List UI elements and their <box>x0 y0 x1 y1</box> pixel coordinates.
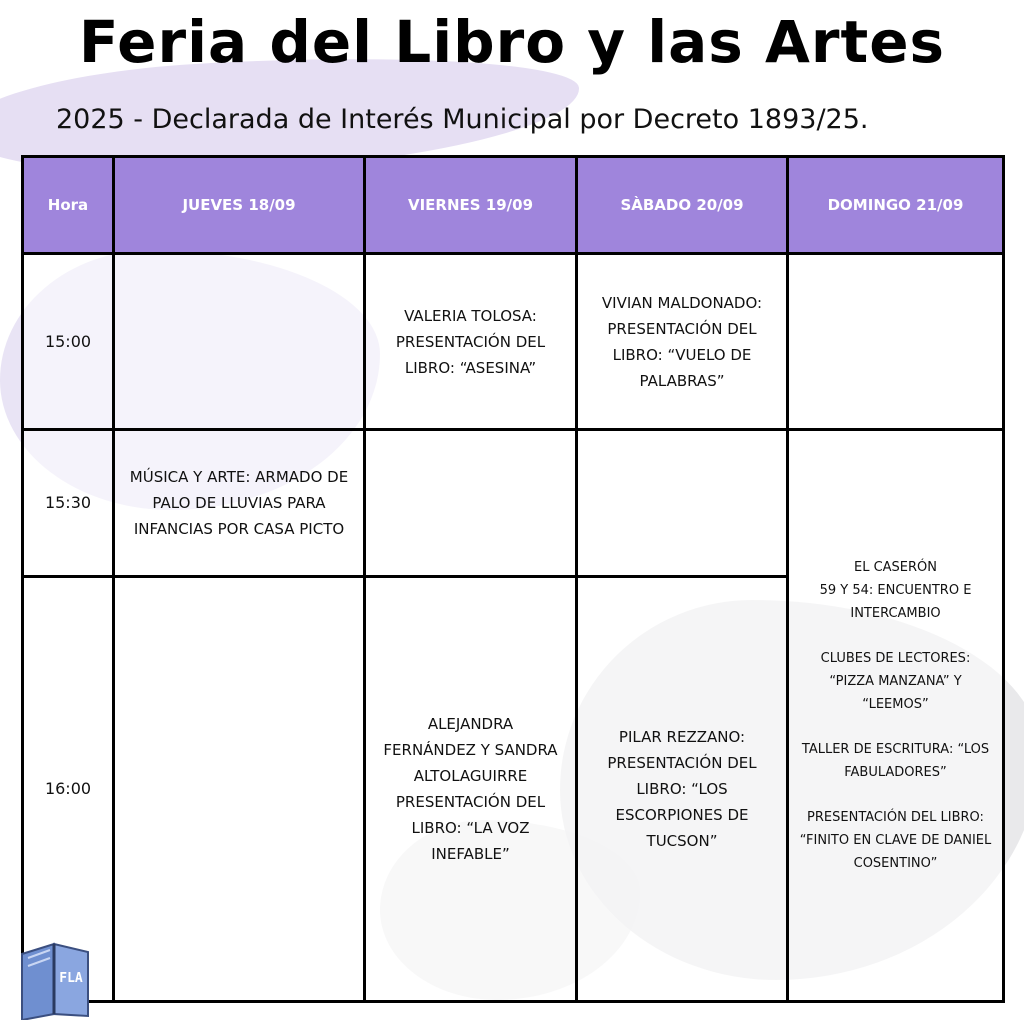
table-header-row <box>23 157 1004 254</box>
event-cell <box>365 430 577 577</box>
column-header-sunday: DOMINGO 21/09 <box>788 157 1004 254</box>
page-title: Feria del Libro y las Artes <box>78 8 946 76</box>
column-header-thursday: JUEVES 18/09 <box>114 157 365 254</box>
sunday-event: CLUBES DE LECTORES: “PIZZA MANZANA” Y “LEEMOS” <box>820 651 971 712</box>
schedule-table <box>21 155 1005 1003</box>
sunday-event: EL CASERÓN 59 Y 54: ENCUENTRO E INTERCAMBIO <box>819 560 972 621</box>
logo-text: FLA <box>59 971 83 986</box>
sunday-event-block <box>788 430 1004 1002</box>
event-cell <box>788 254 1004 430</box>
sunday-event: TALLER DE ESCRITURA: “LOS FABULADORES” <box>801 742 990 780</box>
event-cell: MÚSICA Y ARTE: ARMADO DE PALO DE LLUVIAS PARA INFANCIAS POR CASA PICTO <box>114 430 365 577</box>
time-cell: 16:00 <box>23 577 114 1002</box>
event-cell <box>577 430 788 577</box>
page-subtitle: 2025 - Declarada de Interés Municipal por Decreto 1893/25. <box>56 104 869 135</box>
book-icon <box>14 934 94 1020</box>
sunday-event: PRESENTACIÓN DEL LIBRO: “FINITO EN CLAVE DE DANIEL COSENTINO” <box>799 810 992 871</box>
event-cell <box>114 254 365 430</box>
event-cell <box>114 577 365 1002</box>
event-cell: VALERIA TOLOSA: PRESENTACIÓN DEL LIBRO: “ASESINA” <box>365 254 577 430</box>
event-cell: ALEJANDRA FERNÁNDEZ Y SANDRA ALTOLAGUIRRE PRESENTACIÓN DEL LIBRO: “LA VOZ INEFABLE” <box>365 577 577 1002</box>
table-row <box>23 430 1004 577</box>
time-cell: 15:30 <box>23 430 114 577</box>
event-cell: VIVIAN MALDONADO: PRESENTACIÓN DEL LIBRO: “VUELO DE PALABRAS” <box>577 254 788 430</box>
column-header-friday: VIERNES 19/09 <box>365 157 577 254</box>
event-cell: PILAR REZZANO: PRESENTACIÓN DEL LIBRO: “LOS ESCORPIONES DE TUCSON” <box>577 577 788 1002</box>
column-header-time: Hora <box>23 157 114 254</box>
column-header-saturday: SÀBADO 20/09 <box>577 157 788 254</box>
time-cell: 15:00 <box>23 254 114 430</box>
table-row <box>23 254 1004 430</box>
